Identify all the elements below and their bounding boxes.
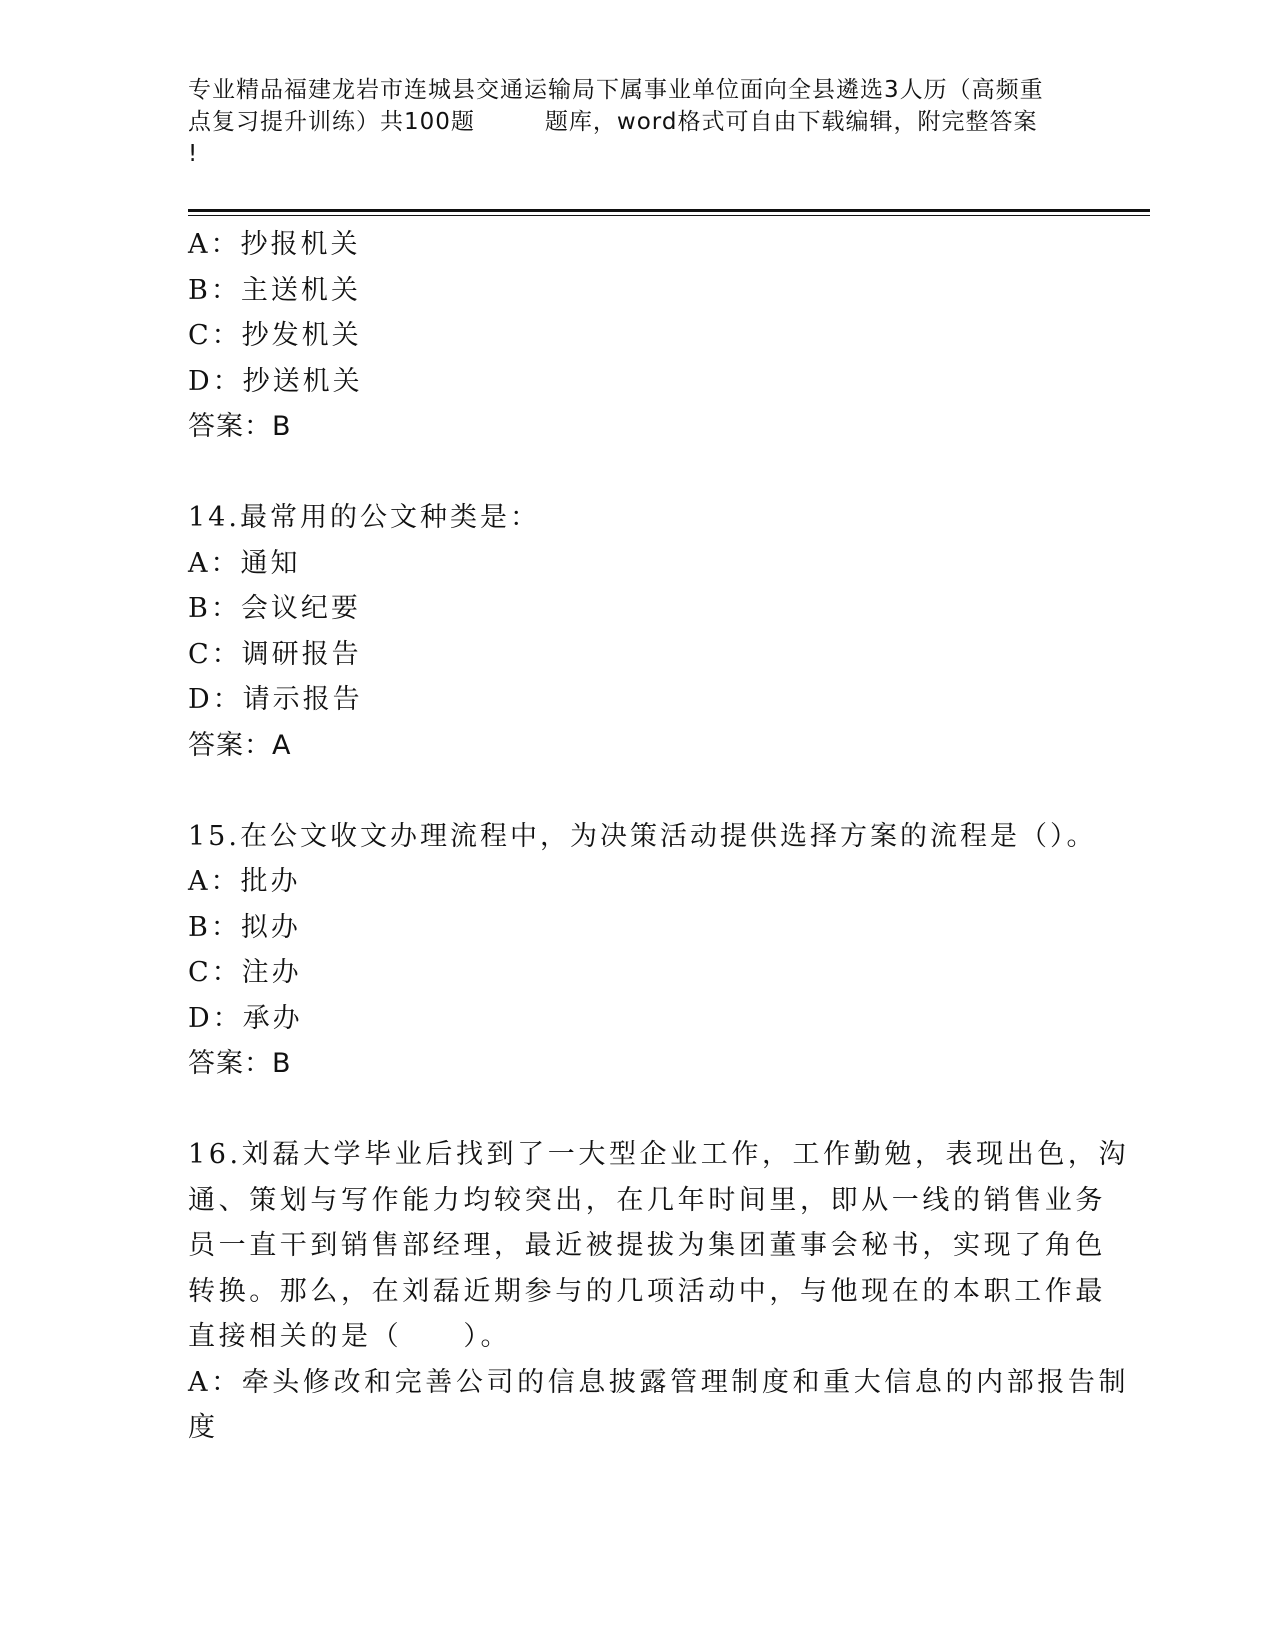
q14-answer: 答案：A	[188, 729, 292, 761]
q15-option-c: C：注办	[188, 957, 302, 988]
q15-answer: 答案：B	[188, 1048, 292, 1079]
q14-option-d: D：请示报告	[188, 684, 363, 715]
q13-option-b: B：主送机关	[188, 274, 361, 306]
header-line-2b: 题库，word格式可自由下载编辑，附完整答案	[544, 109, 1038, 135]
q15-option-d: D：承办	[188, 1002, 303, 1034]
header-divider-thin	[188, 215, 1150, 216]
q15-option-a: A：批办	[188, 866, 301, 897]
document-header	[188, 74, 1088, 170]
header-line-2a: 点复习提升训练）共100题	[188, 109, 475, 135]
header-line-1: 专业精品福建龙岩市连城县交通运输局下属事业单位面向全县遴选3人历（高频重	[188, 77, 1044, 103]
q14-option-c: C：调研报告	[188, 638, 362, 670]
q13-option-a: A：抄报机关	[188, 229, 361, 260]
q15-option-b: B：拟办	[188, 911, 301, 943]
q14-question: 14.最常用的公文种类是：	[188, 502, 540, 533]
header-line-2	[188, 106, 1088, 138]
q13-option-d: D：抄送机关	[188, 365, 363, 397]
q16-question	[188, 1132, 1130, 1360]
q14-option-b: B：会议纪要	[188, 593, 361, 624]
q16-question-line: 通、策划与写作能力均较突出，在几年时间里，即从一线的销售业务	[188, 1184, 1106, 1216]
q13-option-c: C：抄发机关	[188, 320, 362, 351]
q15-question: 15.在公文收文办理流程中，为决策活动提供选择方案的流程是（）。	[188, 820, 1097, 852]
q16-question-line: 员一直干到销售部经理，最近被提拔为集团董事会秘书，实现了角色	[188, 1230, 1106, 1261]
q13-answer: 答案：B	[188, 411, 292, 442]
header-divider-thick	[188, 209, 1150, 212]
q16-question-line: 直接相关的是（ ）。	[188, 1321, 512, 1352]
q14-option-a: A：通知	[188, 547, 301, 579]
q16-question-line: 16.刘磊大学毕业后找到了一大型企业工作，工作勤勉，表现出色，沟	[188, 1139, 1130, 1170]
header-line-3: !	[188, 141, 199, 167]
q16-option-a	[188, 1360, 1130, 1451]
q16-option-a-line: 度	[188, 1412, 219, 1443]
q16-question-line: 转换。那么，在刘磊近期参与的几项活动中，与他现在的本职工作最	[188, 1275, 1106, 1307]
q16-option-a-line: A：牵头修改和完善公司的信息披露管理制度和重大信息的内部报告制	[188, 1366, 1130, 1398]
question-content	[188, 222, 1130, 1451]
